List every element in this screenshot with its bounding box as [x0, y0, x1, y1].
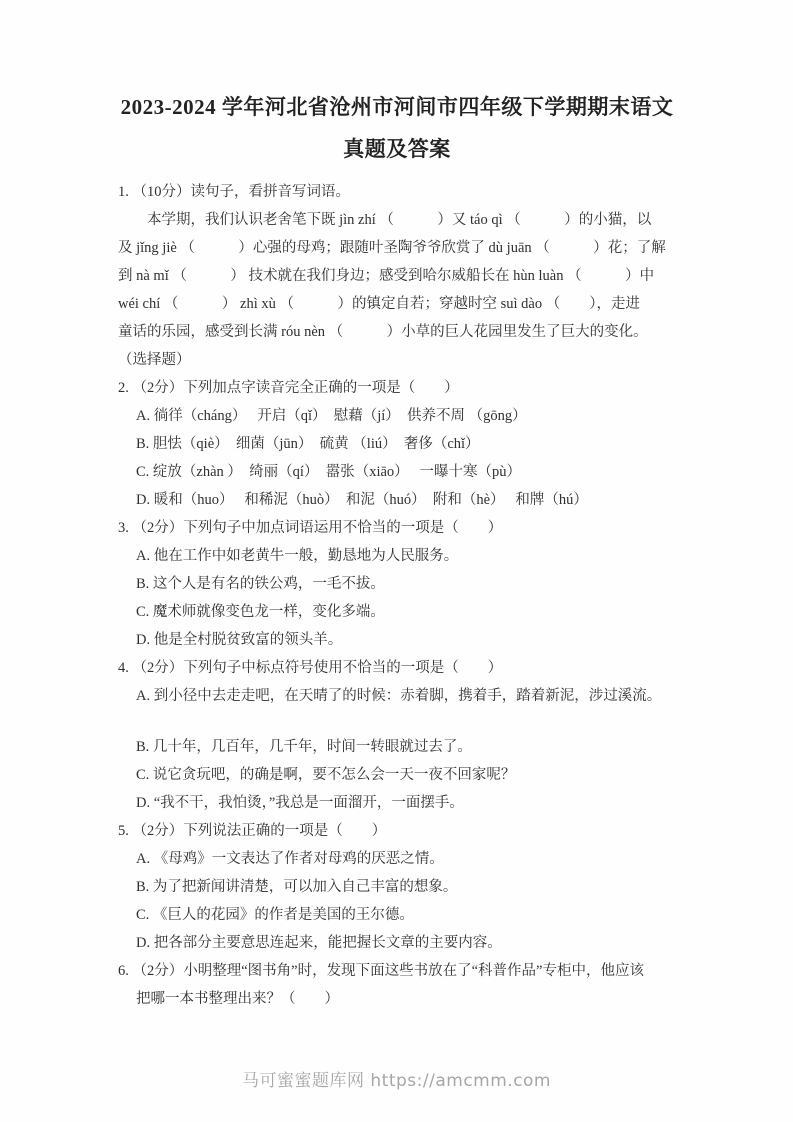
- q2-option-a: A. 徜徉（cháng） 开启（qǐ） 慰藉（jí） 供养不周 （gōng）: [136, 408, 527, 424]
- footer-text: 马可蜜蜜题库网 https://amcmm.com: [242, 1071, 551, 1091]
- document-body: [118, 178, 676, 1013]
- q6-header-line-2: 把哪一本书整理出来？（ ）: [136, 991, 339, 1007]
- q2-option-d: D. 暖和（huo） 和稀泥（huò） 和泥（huó） 附和（hè） 和牌（hú）: [136, 492, 588, 508]
- q4-option-b: B. 几十年，几百年，几千年，时间一转眼就过去了。: [136, 739, 472, 755]
- q1-line-1: 本学期，我们认识老舍笔下既 jìn zhí （ ）又 táo qì （ ）的小猫，以: [147, 212, 652, 228]
- footer-watermark: [0, 1066, 793, 1091]
- q3-option-d: D. 他是全村脱贫致富的领头羊。: [136, 632, 343, 648]
- q1-header: 1. （10分）读句子，看拼音写词语。: [118, 184, 350, 200]
- title-line-1: 2023-2024 学年河北省沧州市河间市四年级下学期期末语文: [120, 95, 674, 119]
- q3-option-b: B. 这个人是有名的铁公鸡，一毛不拔。: [136, 576, 385, 592]
- q1-line-4: wéi chí （ ） zhì xù （ ）的镇定自若；穿越时空 suì dào （ ），走进: [118, 296, 640, 312]
- q4-blank-line: [118, 710, 676, 733]
- q2-option-b: B. 胆怯（qiè） 细菌（jūn） 硫黄 （liú） 奢侈（chǐ）: [136, 436, 480, 452]
- q4-option-c: C. 说它贪玩吧，的确是啊，要不怎么会一天一夜不回家呢？: [136, 767, 516, 783]
- page-title: [118, 86, 676, 170]
- q4-option-d: D. “我不干，我怕烫，”我总是一面溜开，一面摆手。: [136, 795, 464, 811]
- q2-option-c: C. 绽放（zhàn ） 绮丽（qí） 嚣张（xiāo） 一曝十寒（pù）: [136, 464, 522, 480]
- q3-option-a: A. 他在工作中如老黄牛一般，勤恳地为人民服务。: [136, 548, 459, 564]
- q5-option-c: C. 《巨人的花园》的作者是美国的王尔德。: [136, 907, 414, 923]
- q5-option-b: B. 为了把新闻讲清楚，可以加入自己丰富的想象。: [136, 879, 458, 895]
- q1-line-5: 童话的乐园，感受到长满 róu nèn （ ）小草的巨人花园里发生了巨大的变化。: [118, 324, 648, 340]
- q6-header-line-1: 6. （2分）小明整理“图书角”时，发现下面这些书放在了“科普作品”专柜中，他应该: [118, 963, 644, 979]
- title-line-2: 真题及答案: [343, 137, 451, 161]
- q4-option-a: A. 到小径中去走走吧，在天晴了的时候：赤着脚，携着手，踏着新泥，涉过溪流。: [136, 688, 662, 704]
- q5-option-a: A. 《母鸡》一文表达了作者对母鸡的厌恶之情。: [136, 851, 444, 867]
- q3-option-c: C. 魔术师就像变色龙一样，变化多端。: [136, 604, 385, 620]
- q3-header: 3. （2分）下列句子中加点词语运用不恰当的一项是（ ）: [118, 520, 503, 536]
- q1-line-3: 到 nà mǐ （ ） 技术就在我们身边；感受到哈尔威船长在 hùn luàn （ ）中: [118, 268, 655, 284]
- section-label: （选择题）: [118, 352, 191, 368]
- q5-option-d: D. 把各部分主要意思连起来，能把握长文章的主要内容。: [136, 935, 502, 951]
- q5-header: 5. （2分）下列说法正确的一项是（ ）: [118, 823, 387, 839]
- q2-header: 2. （2分）下列加点字读音完全正确的一项是（ ）: [118, 380, 459, 396]
- q1-line-2: 及 jǐng jiè （ ）心强的母鸡；跟随叶圣陶爷爷欣赏了 dù juān （ ）花；了解: [118, 240, 666, 256]
- q4-header: 4. （2分）下列句子中标点符号使用不恰当的一项是（ ）: [118, 660, 503, 676]
